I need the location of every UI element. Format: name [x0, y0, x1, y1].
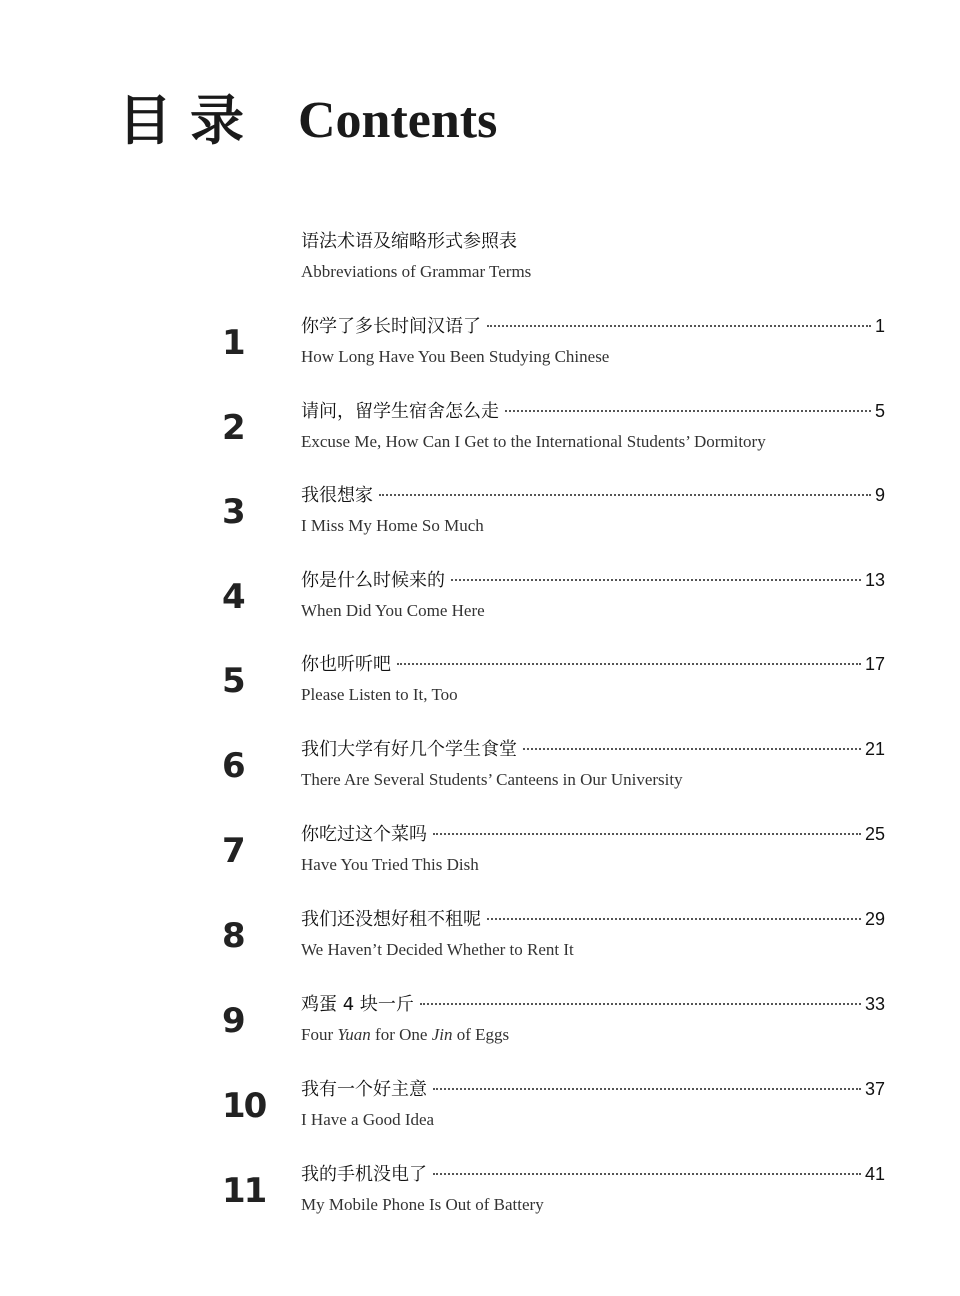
- abbreviations-title-cn: 语法术语及缩略形式参照表: [301, 231, 517, 252]
- toc-entry-3[interactable]: [0, 484, 960, 544]
- lesson-number: 11: [222, 1171, 266, 1211]
- lesson-title-cn: 你吃过这个菜吗: [301, 824, 427, 845]
- toc-entry-9[interactable]: [0, 993, 960, 1053]
- page-number: 37: [864, 1079, 885, 1099]
- lesson-title-en: I Have a Good Idea: [301, 1110, 435, 1129]
- lesson-title-cn: 你学了多长时间汉语了: [301, 316, 481, 337]
- lesson-number: 8: [222, 916, 244, 956]
- page-number: 1: [874, 316, 885, 336]
- page-number: 25: [864, 824, 885, 844]
- page-title-chinese: 目录: [118, 89, 262, 152]
- lesson-title-cn: 我有一个好主意: [301, 1079, 427, 1100]
- lesson-title-en: How Long Have You Been Studying Chinese: [301, 347, 610, 366]
- lesson-title-cn: 我很想家: [301, 485, 373, 506]
- lesson-title-en: [301, 1023, 885, 1047]
- page-number: 13: [864, 570, 885, 590]
- lesson-title-en: When Did You Come Here: [301, 601, 485, 620]
- dot-leader: [433, 1173, 861, 1175]
- lesson-title-en: Please Listen to It, Too: [301, 685, 458, 704]
- lesson-title-cn: 鸡蛋 4 块一斤: [301, 994, 414, 1015]
- en-part: Four: [301, 1025, 338, 1044]
- en-part-italic: Jin: [431, 1025, 453, 1044]
- dot-leader: [420, 1003, 861, 1005]
- toc-entry-10[interactable]: [0, 1078, 960, 1138]
- lesson-title-en: We Haven’t Decided Whether to Rent It: [301, 940, 574, 959]
- dot-leader: [487, 918, 861, 920]
- lesson-number: 9: [222, 1001, 244, 1041]
- lesson-number: 3: [222, 492, 244, 532]
- dot-leader: [397, 663, 861, 665]
- page-number: 21: [864, 739, 885, 759]
- page-number: 41: [864, 1164, 885, 1184]
- dot-leader: [433, 1088, 861, 1090]
- lesson-title-cn: 你也听听吧: [301, 654, 391, 675]
- toc-entry-11[interactable]: [0, 1163, 960, 1223]
- toc-entry-5[interactable]: [0, 653, 960, 713]
- lesson-title-cn: 我们还没想好租不租呢: [301, 909, 481, 930]
- lesson-number: 4: [222, 577, 244, 617]
- page-number: 17: [864, 654, 885, 674]
- lesson-number: 5: [222, 661, 244, 701]
- page-number: 29: [864, 909, 885, 929]
- lesson-title-cn: 我的手机没电了: [301, 1164, 427, 1185]
- page-number: 33: [864, 994, 885, 1014]
- lesson-number: 10: [222, 1086, 266, 1126]
- lesson-number: 1: [222, 323, 244, 363]
- lesson-title-cn: 请问，留学生宿舍怎么走: [301, 401, 499, 422]
- lesson-title-en: I Miss My Home So Much: [301, 516, 484, 535]
- dot-leader: [487, 325, 871, 327]
- lesson-title-en: My Mobile Phone Is Out of Battery: [301, 1195, 544, 1214]
- toc-entry-7[interactable]: [0, 823, 960, 883]
- lesson-number: 7: [222, 831, 244, 871]
- lesson-title-cn: 我们大学有好几个学生食堂: [301, 739, 517, 760]
- en-part-italic: Yuan: [337, 1025, 371, 1044]
- abbreviations-entry[interactable]: [301, 230, 531, 284]
- page-number: 9: [874, 485, 885, 505]
- lesson-title-en: Excuse Me, How Can I Get to the International Students’ Dormitory: [301, 432, 766, 451]
- lesson-title-cn: 你是什么时候来的: [301, 570, 445, 591]
- toc-entry-6[interactable]: [0, 738, 960, 798]
- lesson-number: 2: [222, 408, 244, 448]
- dot-leader: [379, 494, 871, 496]
- toc-entry-8[interactable]: [0, 908, 960, 968]
- dot-leader: [523, 748, 861, 750]
- abbreviations-title-en: Abbreviations of Grammar Terms: [301, 262, 532, 281]
- page-number: 5: [874, 401, 885, 421]
- lesson-number: 6: [222, 746, 244, 786]
- toc-entry-4[interactable]: [0, 569, 960, 629]
- en-part: for One: [370, 1025, 432, 1044]
- dot-leader: [451, 579, 861, 581]
- en-part: of Eggs: [452, 1025, 510, 1044]
- lesson-title-en: Have You Tried This Dish: [301, 855, 479, 874]
- toc-entry-1[interactable]: [0, 315, 960, 375]
- toc-entry-2[interactable]: [0, 400, 960, 460]
- dot-leader: [505, 410, 871, 412]
- lesson-title-en: There Are Several Students’ Canteens in Our University: [301, 770, 683, 789]
- dot-leader: [433, 833, 861, 835]
- page-title-english: Contents: [298, 92, 498, 149]
